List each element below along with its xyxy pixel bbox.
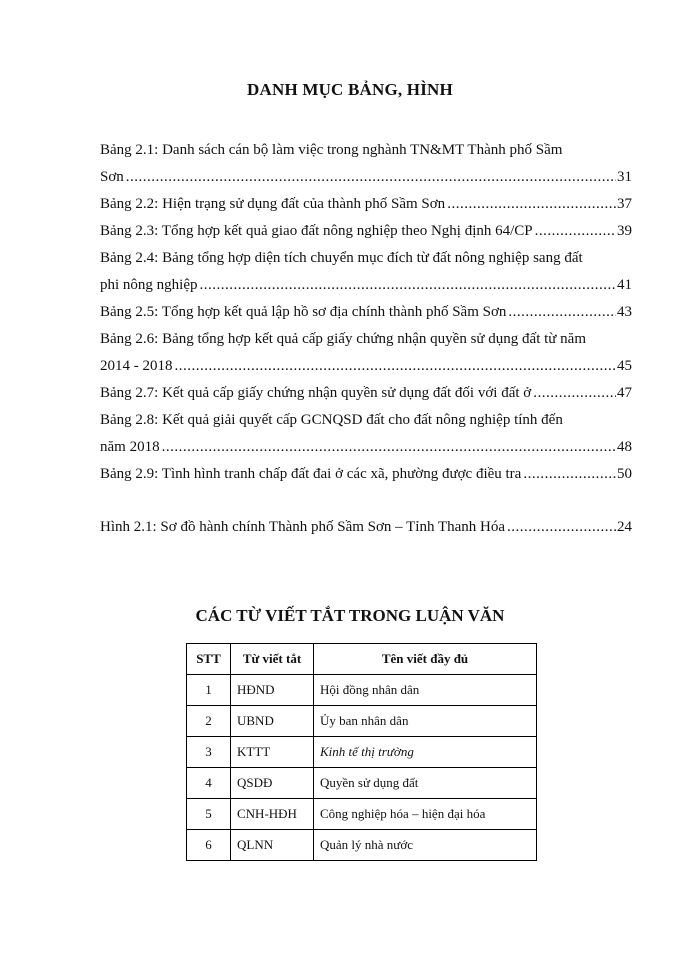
table-header-row: [187, 644, 537, 675]
toc-page-number: 47: [617, 385, 632, 401]
toc-entry-text: Bảng 2.7: Kết quả cấp giấy chứng nhận quyền sử dụng đất đối với đất ở: [100, 385, 532, 401]
toc-entry-text: Bảng 2.9: Tình hình tranh chấp đất đai ở các xã, phường được điều tra: [100, 466, 522, 482]
cell-stt: 2: [187, 706, 231, 737]
cell-abbr: QSDĐ: [231, 768, 314, 799]
toc-entry-bang-2-3[interactable]: [100, 218, 632, 245]
toc-entry-bang-2-1-cont[interactable]: [100, 164, 632, 191]
cell-stt: 1: [187, 675, 231, 706]
page-title: DANH MỤC BẢNG, HÌNH: [247, 80, 453, 99]
toc-page-number: 24: [617, 519, 632, 535]
toc-entry-text: Bảng 2.8: Kết quả giải quyết cấp GCNQSD đất cho đất nông nghiệp tính đến: [100, 412, 563, 428]
dot-leader: [508, 299, 616, 326]
dot-leader: [126, 164, 616, 191]
cell-full: Kinh tế thị trường: [314, 737, 537, 768]
table-row: [187, 675, 537, 706]
cell-abbr: UBND: [231, 706, 314, 737]
toc-entry-text: Bảng 2.4: Bảng tổng hợp diện tích chuyển mục đích từ đất nông nghiệp sang đất: [100, 250, 583, 266]
toc-entry-text: Bảng 2.6: Bảng tổng hợp kết quả cấp giấy chứng nhận quyền sử dụng đất từ năm: [100, 331, 586, 347]
cell-abbr: KTTT: [231, 737, 314, 768]
toc-entry-bang-2-8[interactable]: [100, 407, 632, 434]
header-abbr: Từ viết tắt: [231, 644, 314, 675]
cell-full: Công nghiệp hóa – hiện đại hóa: [314, 799, 537, 830]
cell-stt: 6: [187, 830, 231, 861]
toc-entry-bang-2-5[interactable]: [100, 299, 632, 326]
header-stt: STT: [187, 644, 231, 675]
toc-entry-text: phi nông nghiệp: [100, 277, 198, 293]
dot-leader: [162, 434, 616, 461]
table-row: [187, 737, 537, 768]
table-row: [187, 706, 537, 737]
toc-page-number: 43: [617, 304, 632, 320]
toc-entry-bang-2-4[interactable]: [100, 245, 632, 272]
toc-entry-bang-2-6[interactable]: [100, 326, 632, 353]
toc-entry-bang-2-1[interactable]: [100, 137, 632, 164]
header-full: Tên viết đầy đủ: [314, 644, 537, 675]
abbreviations-title: CÁC TỪ VIẾT TẮT TRONG LUẬN VĂN: [195, 606, 505, 625]
cell-full: Quyền sử dụng đất: [314, 768, 537, 799]
table-row: [187, 768, 537, 799]
dot-leader: [523, 461, 616, 488]
dot-leader: [533, 380, 616, 407]
cell-stt: 5: [187, 799, 231, 830]
toc-entry-bang-2-2[interactable]: [100, 191, 632, 218]
toc-page-number: 50: [617, 466, 632, 482]
cell-abbr: HĐND: [231, 675, 314, 706]
toc-entry-bang-2-6-cont[interactable]: [100, 353, 632, 380]
toc-page-number: 48: [617, 439, 632, 455]
cell-abbr: CNH-HĐH: [231, 799, 314, 830]
cell-full: Hội đồng nhân dân: [314, 675, 537, 706]
toc-entry-text: Sơn: [100, 169, 124, 185]
toc-entry-text: Bảng 2.1: Danh sách cán bộ làm việc trong nghành TN&MT Thành phố Sầm: [100, 142, 563, 158]
dot-leader: [535, 218, 616, 245]
table-row: [187, 799, 537, 830]
dot-leader: [447, 191, 616, 218]
toc-page-number: 41: [617, 277, 632, 293]
toc-entry-bang-2-9[interactable]: [100, 461, 632, 488]
toc-entry-bang-2-4-cont[interactable]: [100, 272, 632, 299]
toc-page-number: 31: [617, 169, 632, 185]
cell-stt: 4: [187, 768, 231, 799]
toc-page-number: 37: [617, 196, 632, 212]
cell-full: Ủy ban nhân dân: [314, 706, 537, 737]
abbreviations-table: [186, 643, 537, 861]
dot-leader: [175, 353, 617, 380]
toc-page-number: 39: [617, 223, 632, 239]
toc-page-number: 45: [617, 358, 632, 374]
toc-entry-text: Bảng 2.3: Tổng hợp kết quả giao đất nông nghiệp theo Nghị định 64/CP: [100, 223, 533, 239]
toc-entry-hinh-2-1[interactable]: [100, 514, 632, 541]
dot-leader: [200, 272, 617, 299]
toc-entry-text: 2014 - 2018: [100, 358, 173, 374]
toc-entry-bang-2-8-cont[interactable]: [100, 434, 632, 461]
spacer: [100, 488, 632, 514]
table-row: [187, 830, 537, 861]
toc-entry-bang-2-7[interactable]: [100, 380, 632, 407]
toc-entry-text: năm 2018: [100, 439, 160, 455]
cell-abbr: QLNN: [231, 830, 314, 861]
cell-stt: 3: [187, 737, 231, 768]
table-of-figures: [100, 137, 632, 541]
toc-entry-text: Hình 2.1: Sơ đồ hành chính Thành phố Sầm Sơn – Tỉnh Thanh Hóa: [100, 519, 506, 535]
toc-entry-text: Bảng 2.2: Hiện trạng sử dụng đất của thành phố Sầm Sơn: [100, 196, 446, 212]
cell-full: Quản lý nhà nước: [314, 830, 537, 861]
dot-leader: [507, 514, 616, 541]
toc-entry-text: Bảng 2.5: Tổng hợp kết quả lập hồ sơ địa chính thành phố Sầm Sơn: [100, 304, 507, 320]
